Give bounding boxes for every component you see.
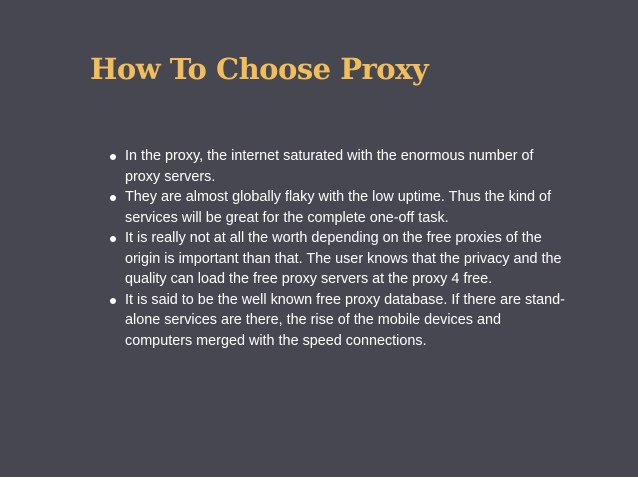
bullet-dot-icon <box>110 298 116 304</box>
bullet-dot-icon <box>110 154 116 160</box>
bullet-text: It is said to be the well known free proxy database. If there are stand-alone services are there, the rise of the mobile devices and computers merged with the speed connections. <box>125 291 565 349</box>
slide-title: How To Choose Proxy <box>90 52 429 86</box>
bullet-list <box>107 146 567 351</box>
bullet-dot-icon <box>110 236 116 242</box>
bullet-text: In the proxy, the internet saturated with the enormous number of proxy servers. <box>125 148 534 185</box>
bullet-dot-icon <box>110 195 116 201</box>
bullet-item <box>107 290 567 352</box>
bullet-item <box>107 228 567 290</box>
bullet-item <box>107 146 567 187</box>
bullet-text: They are almost globally flaky with the low uptime. Thus the kind of services will be great for the complete one-off task. <box>125 189 552 226</box>
bullet-text: It is really not at all the worth depending on the free proxies of the origin is important than that. The user knows that the privacy and the quality can load the free proxy servers at the proxy 4 free. <box>125 230 562 287</box>
bullet-item <box>107 187 567 228</box>
